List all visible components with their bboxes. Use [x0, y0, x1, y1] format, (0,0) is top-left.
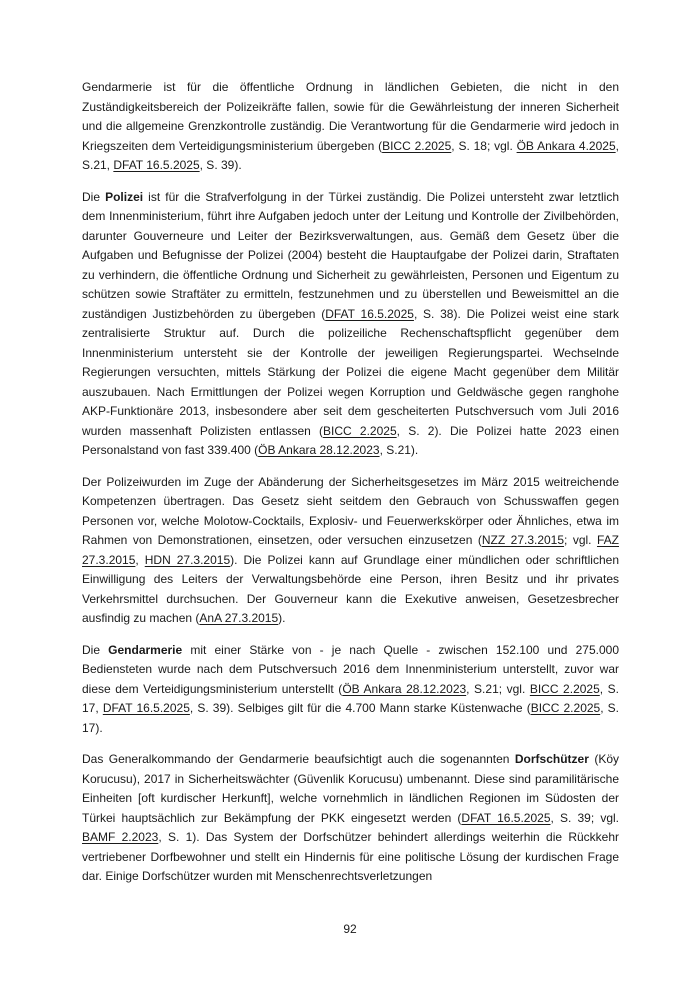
citation-link[interactable]: BAMF 2.2023 — [82, 830, 159, 844]
text-run: , S.21). — [379, 443, 419, 457]
page-number: 92 — [343, 922, 357, 936]
text-run: , S. 2). Die Polizei hatte 2023 einen Personalstand von fast 339.400 ( — [82, 423, 619, 457]
citation-link[interactable]: HDN 27.3.2015 — [144, 552, 231, 567]
text-run: , S.21, — [82, 138, 619, 172]
text-run: (Köy Korucusu), 2017 in Sicherheitswächter (Güvenlik Korucusu) umbenannt. Diese sind paramilitärische Einheiten [oft kurdischer Herkunft], welche vornehmlich in ländlichen Regionen im Südosten der Türkei hauptsächlich zur Bekämpfung der PKK eingesetzt werden ( — [82, 752, 619, 825]
text-run: , S.21; vgl. — [466, 681, 530, 696]
bold-term: Gendarmerie — [108, 642, 183, 657]
text-run: mit einer Stärke von - je nach Quelle - zwischen 152.100 und 275.000 Bediensteten wurde nach dem Putschversuch 2016 dem Innenministerium unterstellt, zuvor war diese dem Verteidigungsministerium unterstellt ( — [82, 642, 619, 696]
bold-term: Dorfschützer — [514, 752, 589, 766]
paragraph — [82, 188, 619, 461]
paragraph — [82, 750, 619, 887]
text-run: , S. 39). — [199, 158, 242, 172]
text-run: , S. 39). Selbiges gilt für die 4.700 Mann starke Küstenwache ( — [189, 701, 531, 715]
text-run: , S. 38). Die Polizei weist eine stark zentralisierte Struktur auf. Durch die polizeiliche Rechenschaftspflicht gegenüber dem Innenministerium untersteht sie der Kontrolle der jeweiligen Regierungspartei. Wechselnde Regierungen versuchten, mittels Stärkung der Polizei die eigene Macht gegenüber dem Militär auszubauen. Nach Ermittlungen der Polizei wegen Korruption und Geldwäsche gegen ranghohe AKP-Funktionäre 2013, insbesondere aber seit dem gescheiterten Putschversuch vom Juli 2016 wurden massenhaft Polizisten entlassen ( — [82, 306, 620, 438]
text-run: Der Polizeiwurden im Zuge der Abänderung der Sicherheitsgesetzes im März 2015 weitreichende Kompetenzen übertragen. Das Gesetz sieht seitdem den Gebrauch von Schusswaffen gegen Personen vor, welche Molotow-Cocktails, Explosiv- und Feuerwerkskörper oder Ähnliches, etwa im Rahmen von Demonstrationen, einsetzen, oder versuchen einzusetzen ( — [82, 474, 619, 547]
citation-link[interactable]: ÖB Ankara 4.2025 — [516, 138, 616, 153]
citation-link[interactable]: ÖB Ankara 28.12.2023 — [258, 443, 380, 457]
text-run: Gendarmerie ist für die öffentliche Ordnung in ländlichen Gebieten, die nicht in den Zuständigkeitsbereich der Polizeikräfte fallen, sowie für die Gewährleistung der inneren Sicherheit und die allgemeine Grenzkontrolle zuständig. Die Verantwortung für die Gendarmerie wird jedoch in Kriegszeiten dem Verteidigungsministerium übergeben ( — [82, 80, 619, 153]
text-run: ist für die Strafverfolgung in der Türkei zuständig. Die Polizei untersteht zwar letztlich dem Innenministerium, führt ihre Aufgaben jedoch unter der Leitung und Kontrolle der Zivilbehörden, darunter Gouverneure und Leiter der Bezirksverwaltungen, aus. Gemäß dem Gesetz über die Aufgaben und Befugnisse der Polizei (2004) besteht die Hauptaufgabe der Polizei darin, Straftaten zu verhindern, die öffentliche Ordnung und Sicherheit zu gewährleisten, Personen und Eigentum zu schützen sowie Straftäter zu ermitteln, festzunehmen und zu überstellen und Beweismittel an die zuständigen Justizbehörden zu übergeben ( — [82, 189, 619, 321]
citation-link[interactable]: BICC 2.2025 — [382, 138, 452, 153]
paragraph — [82, 78, 619, 176]
citation-link[interactable]: BICC 2.2025 — [529, 681, 600, 696]
document-body — [82, 78, 619, 899]
bold-term: Polizei — [105, 189, 144, 204]
text-run: Das Generalkommando der Gendarmerie beaufsichtigt auch die sogenannten — [82, 752, 515, 766]
text-run: Die — [82, 189, 106, 204]
citation-link[interactable]: AnA 27.3.2015 — [199, 611, 279, 625]
citation-link[interactable]: BICC 2.2025 — [530, 701, 601, 715]
citation-link[interactable]: DFAT 16.5.2025 — [461, 810, 551, 825]
paragraph — [82, 641, 619, 739]
citation-link[interactable]: ÖB Ankara 28.12.2023 — [342, 681, 467, 696]
citation-link[interactable]: DFAT 16.5.2025 — [102, 701, 190, 715]
text-run: , S. 17, — [82, 681, 619, 715]
text-run: Die — [82, 642, 109, 657]
citation-link[interactable]: DFAT 16.5.2025 — [325, 306, 414, 321]
citation-link[interactable]: NZZ 27.3.2015 — [481, 533, 565, 547]
citation-link[interactable]: FAZ 27.3.2015 — [82, 533, 619, 567]
text-run: , S. 18; vgl. — [451, 138, 517, 153]
text-run: , — [135, 552, 145, 567]
text-run: ). Die Polizei kann auf Grundlage einer mündlichen oder schriftlichen Einwilligung des Leiters der Verwaltungsbehörde eine Person, ihren Besitz und ihr privates Verkehrsmittel durchsuchen. Der Gouverneur kann die Exekutive anweisen, Gesetzesbrecher ausfindig zu machen ( — [82, 552, 619, 625]
text-run: , S. 39; vgl. — [550, 810, 620, 825]
citation-link[interactable]: DFAT 16.5.2025 — [113, 158, 200, 172]
text-run: , S. 17). — [82, 701, 620, 735]
text-run: ). — [278, 611, 286, 625]
text-run: ; vgl. — [564, 533, 597, 547]
paragraph — [82, 473, 619, 629]
text-run: , S. 1). Das System der Dorfschützer behindert allerdings weiterhin die Rückkehr vertriebener Dorfbewohner und stellt ein Hindernis für eine politische Lösung der kurdischen Frage dar. Einige Dorfschützer wurden mit Menschenrechtsverletzungen — [82, 830, 619, 883]
page-footer — [0, 920, 700, 940]
citation-link[interactable]: BICC 2.2025 — [323, 423, 397, 438]
